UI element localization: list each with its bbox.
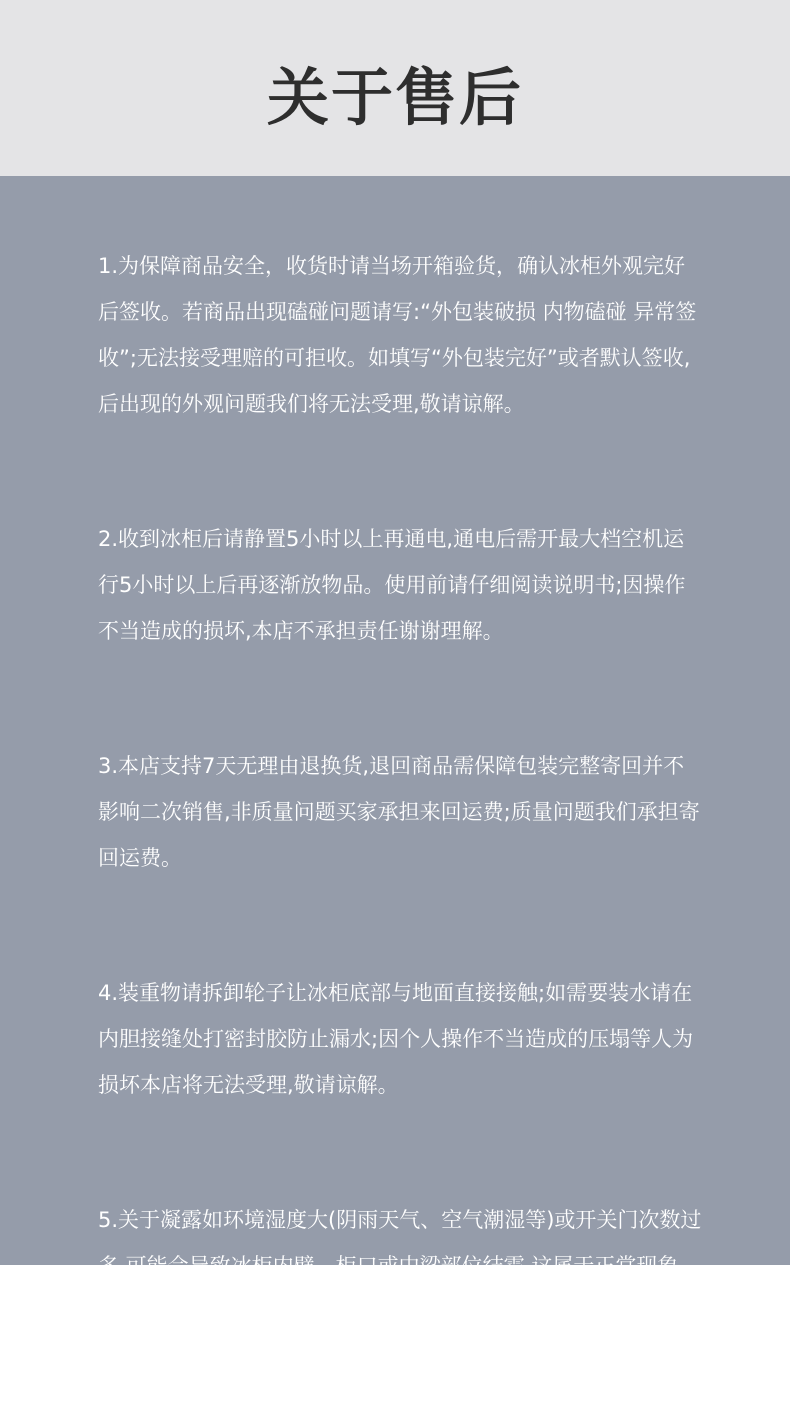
notice-power-on: 2.收到冰柜后请静置5小时以上再通电,通电后需开最大档空机运行5小时以上后再逐渐放物品。使用前请仔细阅读说明书;因操作不当造成的损坏,本店不承担责任谢谢理解。: [98, 527, 686, 643]
page-title: 关于售后: [266, 60, 523, 134]
notice-condensation: 5.关于凝露如环境湿度大(阴雨天气、空气潮湿等)或开关门次数过多.可能会导致冰柜内壁、柜口或中梁部位结霜,这属于正常现象,请您用干毛巾擦干净即可。通过减少开关门的次数、汤汁类食品密封后存放等方法,可以减轻情况，同时水果蔬菜避免贴近后壁以防冻伤。: [98, 1208, 702, 1416]
notice-heavy-load: 4.装重物请拆卸轮子让冰柜底部与地面直接接触;如需要装水请在内胆接缝处打密封胶防止漏水;因个人操作不当造成的压塌等人为损坏本店将无法受理,敬请谅解。: [98, 981, 694, 1097]
title-banner: [0, 0, 790, 176]
notice-returns: 3.本店支持7天无理由退换货,退回商品需保障包装完整寄回并不影响二次销售,非质量问题买家承担来回运费;质量问题我们承担寄回运费。: [98, 754, 700, 870]
notice-inspection: 1.为保障商品安全，收货时请当场开箱验货，确认冰柜外观完好后签收。若商品出现磕碰问题请写:“外包装破损 内物磕碰 异常签收”;无法接受理赔的可拒收。如填写“外包装完好”或者默认签收,后出现的外观问题我们将无法受理,敬请谅解。: [98, 254, 697, 416]
after-sales-content: [0, 176, 790, 1416]
